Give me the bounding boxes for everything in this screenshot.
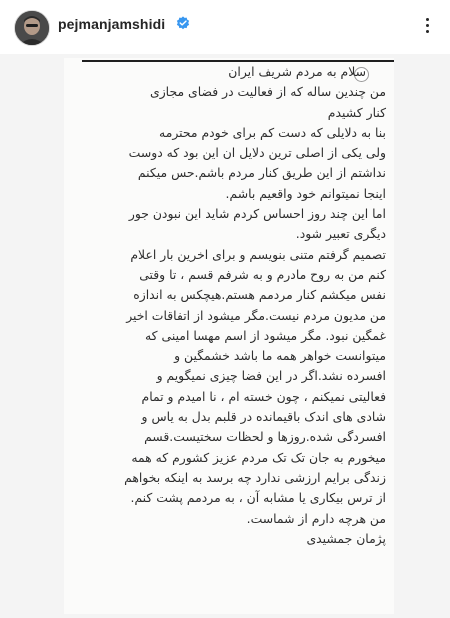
note-line: من هرچه دارم از شماست. <box>246 510 386 526</box>
verified-badge-icon <box>176 16 190 30</box>
note-line: تصمیم گرفتم متنی بنویسم و برای اخرین بار اعلام <box>130 246 386 262</box>
note-line: افسرده نشد.اگر در این فضا چیزی نمیگویم و <box>156 368 386 384</box>
note-line: من مدیون مردم نیست.مگر میشود از اتفاقات اخیر <box>126 307 386 323</box>
note-line: اما این چند روز احساس کردم شاید این نبودن جور <box>128 206 386 222</box>
note-line: میخورم به جان تک تک مردم عزیز کشورم که همه <box>131 449 386 465</box>
username[interactable]: pejmanjamshidi <box>58 16 166 32</box>
note-line: از ترس بیکاری یا مشابه آن ، به مردمم پشت کنم. <box>130 490 386 506</box>
post-image <box>0 54 450 618</box>
note-line: افسردگی شده.روزها و لحظات سختیست.قسم <box>144 429 386 445</box>
note-line: سلام به مردم شریف ایران <box>228 64 366 79</box>
avatar[interactable] <box>14 10 50 46</box>
note-line: کنار کشیدم <box>327 104 386 120</box>
note-line: بنا به دلایلی که دست کم برای خودم محترمه <box>159 124 386 140</box>
note-line: غمگین نبود. مگر میشود از اسم مهسا امینی که <box>145 327 386 343</box>
note-line: زندگی برایم ارزشی ندارد چه برسد به اینکه بخواهم <box>124 469 386 485</box>
note-line: فعالیتی نمیکنم ، چون خسته ام ، نا امیدم و تمام <box>141 388 386 404</box>
note-line: ولی یکی از اصلی ترین دلایل ان این بود که دوست <box>128 145 386 161</box>
avatar-image <box>15 11 49 45</box>
note-line: کنم من به روح مادرم و به شرفم قسم ، تا وقتی <box>139 266 386 282</box>
note-line: شادی های اندک باقیمانده در قلبم بدل به یاس و <box>141 409 386 425</box>
note-line: نداشتم از این طریق کنار مردم باشم.حس میکنم <box>137 165 386 181</box>
note-line: نفس میکشم کنار مردمم هستم.هیچکس به اندازه <box>133 287 386 303</box>
note-line: پژمان جمشیدی <box>306 530 386 546</box>
more-vertical-icon[interactable] <box>422 12 432 38</box>
note-line: میتوانست خواهر همه ما باشد خشمگین و <box>174 348 386 364</box>
note-line: اینجا نمیتوانم خود واقعیم باشم. <box>225 185 386 201</box>
note-line: من چندین ساله که از فعالیت در فضای مجازی <box>150 84 386 100</box>
note-line: دیگری تعبیر شود. <box>295 226 386 242</box>
post-header <box>0 0 450 54</box>
note-text <box>64 62 412 549</box>
